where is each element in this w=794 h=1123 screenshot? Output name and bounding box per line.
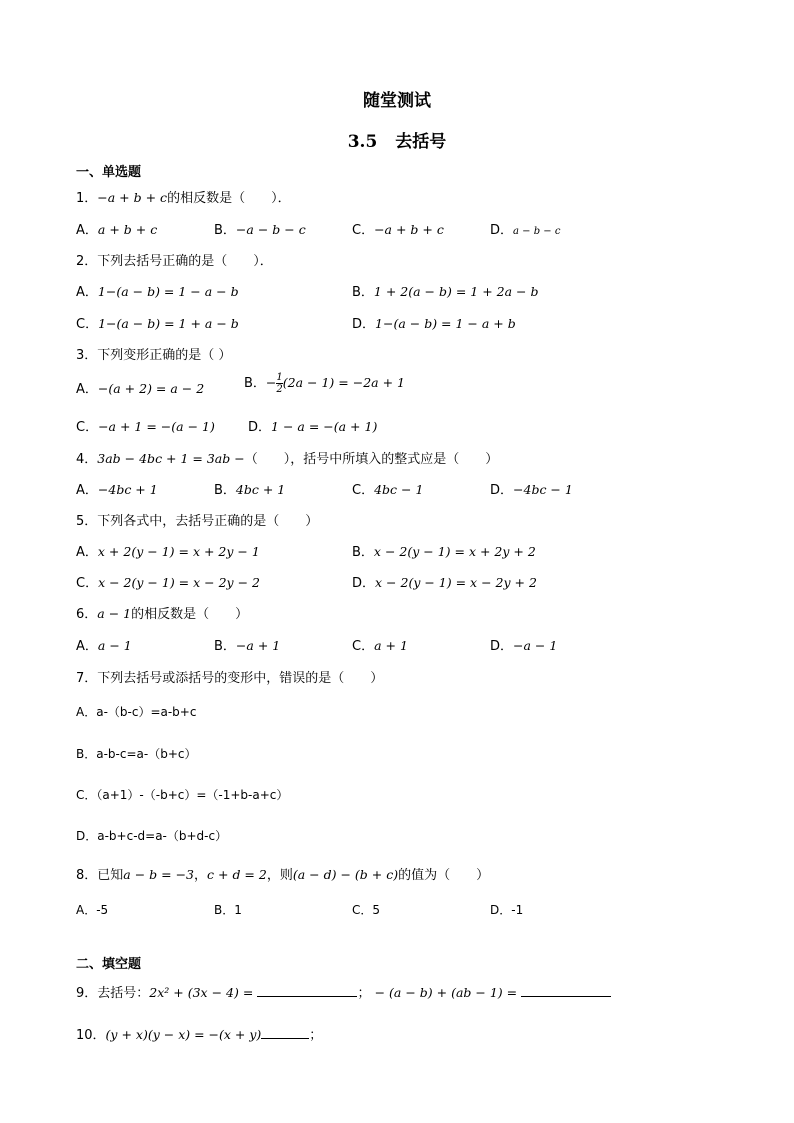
q4-option-d[interactable]: D．−4bc − 1: [490, 482, 573, 498]
q8-option-d[interactable]: D．-1: [490, 903, 524, 917]
q8-option-c[interactable]: C．5: [352, 903, 381, 917]
answer-blank-3[interactable]: [261, 1026, 309, 1039]
q7-option-c[interactable]: C．（a+1）-（-b+c）=（-1+b-a+c）: [76, 788, 289, 802]
q5-option-d[interactable]: D．x − 2(y − 1) = x − 2y + 2: [352, 575, 537, 591]
q7-option-a[interactable]: A．a-（b-c）=a-b+c: [76, 705, 197, 719]
question-2: 2．下列去括号正确的是（ ）．: [76, 254, 273, 269]
q6-option-a[interactable]: A．a − 1: [76, 638, 132, 654]
section-number: 3.5: [347, 132, 378, 152]
section-heading-fill-blank: 二、填空题: [76, 957, 142, 972]
q3-option-d[interactable]: D．1 − a = −(a + 1): [248, 419, 378, 435]
question-4: [76, 448, 498, 467]
q1-option-a[interactable]: A．a + b + c: [76, 222, 158, 238]
section-heading-single-choice: 一、单选题: [76, 165, 142, 180]
q2-option-d[interactable]: D．1−(a − b) = 1 − a + b: [352, 316, 516, 332]
q2-option-b[interactable]: B．1 + 2(a − b) = 1 + 2a − b: [352, 284, 539, 300]
question-7: 7．下列去括号或添括号的变形中，错误的是（ ）: [76, 671, 384, 686]
q8-option-b[interactable]: B．1: [214, 903, 242, 917]
question-8: 8．已知a − b = −3，c + d = 2，则(a − d) − (b + c)的值为（ ）: [76, 867, 490, 883]
question-5: 5．下列各式中，去括号正确的是（ ）: [76, 514, 319, 529]
question-number: 6．: [76, 607, 98, 622]
question-9: 9．去括号：2x² + (3x − 4) = ； − (a − b) + (ab − 1) =: [76, 982, 611, 1001]
q7-option-b[interactable]: B．a-b-c=a-（b+c）: [76, 747, 197, 761]
q1-option-b[interactable]: B．−a − b − c: [214, 222, 306, 238]
q1-option-d[interactable]: D．a − b − c: [490, 223, 561, 238]
q3-option-b[interactable]: B．$-\frac{1}{2}$ (2a − 1) = −2a + 1: [244, 372, 405, 395]
page-title: 随堂测试: [363, 91, 431, 111]
section-title: [0, 127, 794, 152]
fraction-one-half: $\frac{1}{2}$: [276, 372, 283, 395]
q6-option-b[interactable]: B．−a + 1: [214, 638, 281, 654]
q5-option-a[interactable]: A．x + 2(y − 1) = x + 2y − 1: [76, 544, 260, 560]
question-expression: a − 1: [97, 606, 132, 621]
q4-option-c[interactable]: C．4bc − 1: [352, 482, 424, 498]
q3-option-a[interactable]: A．−(a + 2) = a − 2: [76, 381, 205, 397]
question-6: [76, 603, 248, 622]
question-10: 10．(y + x)(y − x) = −(x + y) ；: [76, 1027, 323, 1043]
q4-option-a[interactable]: A．−4bc + 1: [76, 482, 158, 498]
q6-option-d[interactable]: D．−a − 1: [490, 638, 558, 654]
q8-option-a[interactable]: A．-5: [76, 903, 109, 917]
question-expression: 3ab − 4bc + 1 = 3ab −: [97, 451, 245, 466]
q6-option-c[interactable]: C．a + 1: [352, 638, 408, 654]
section-name: 去括号: [395, 132, 447, 152]
question-text: 的相反数是（ ）．: [167, 191, 291, 206]
question-text: （ ），括号中所填入的整式应是（ ）: [244, 452, 499, 467]
q5-option-b[interactable]: B．x − 2(y − 1) = x + 2y + 2: [352, 544, 536, 560]
q2-option-a[interactable]: A．1−(a − b) = 1 − a − b: [76, 284, 239, 300]
q2-option-c[interactable]: C．1−(a − b) = 1 + a − b: [76, 316, 239, 332]
answer-blank-2[interactable]: [521, 984, 611, 997]
q3-option-c[interactable]: C．−a + 1 = −(a − 1): [76, 419, 215, 435]
q7-option-d[interactable]: D．a-b+c-d=a-（b+d-c）: [76, 829, 228, 843]
question-3: 3．下列变形正确的是（ ）: [76, 348, 232, 363]
question-1: [76, 187, 291, 206]
question-number: 4．: [76, 452, 98, 467]
q5-option-c[interactable]: C．x − 2(y − 1) = x − 2y − 2: [76, 575, 260, 591]
q1-option-c[interactable]: C．−a + b + c: [352, 222, 444, 238]
question-text: 的相反数是（ ）: [131, 607, 249, 622]
question-expression: −a + b + c: [97, 190, 168, 205]
answer-blank-1[interactable]: [257, 984, 357, 997]
q4-option-b[interactable]: B．4bc + 1: [214, 482, 286, 498]
question-number: 1．: [76, 191, 98, 206]
